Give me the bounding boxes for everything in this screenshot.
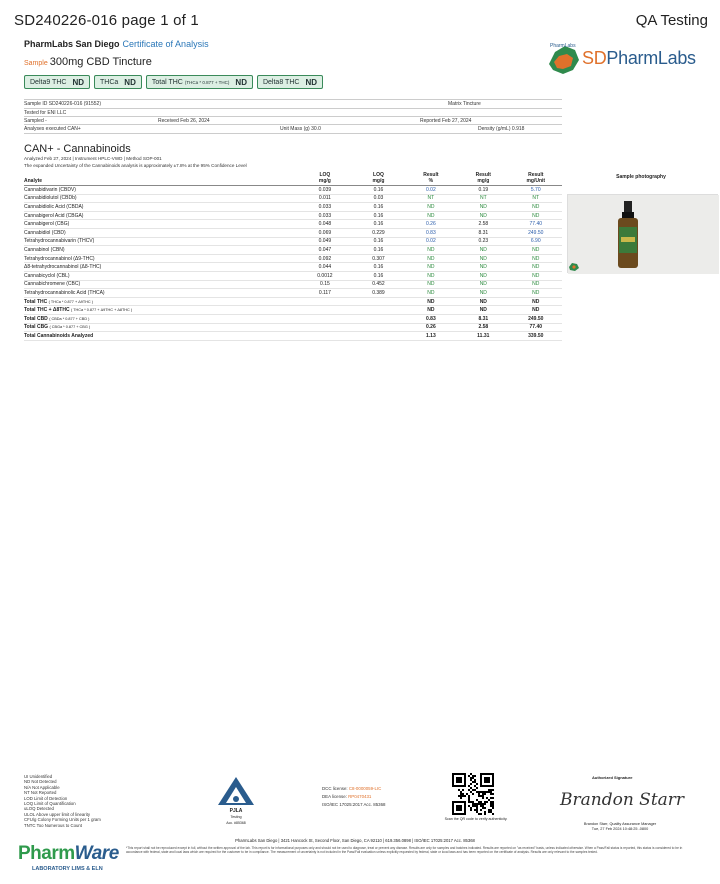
qr-caption: Scan the QR code to verify authenticity. [444,817,508,821]
result-cell: 0.19 [457,186,509,195]
result-cell: 77.40 [510,220,562,229]
signatory: Brandon Starr, Quality Assurance Manager Tue, 27 Feb 2024 10:48:25 -0800 [583,822,657,831]
uncertainty-note: The expanded Uncertainty of the Cannabinoids analysis is approximately ±7.8% at the 95% Confidence Level [24,163,247,168]
total-value: ND [457,297,509,306]
analyte-name: Cannabidiolic Acid (CBDA) [24,203,298,212]
analyte-name: Cannabicyclol (CBL) [24,271,298,280]
total-value: 8.31 [457,314,509,323]
total-value: 0.26 [405,323,457,332]
legend-item: TNTC Too Numerous to Count [24,822,82,828]
sample-name: Sample 300mg CBD Tincture [24,56,152,68]
total-name: Total THC + Δ8THC ( THCa * 0.877 + Δ9THC + Δ8THC ) [24,306,298,315]
legend-item: ND Not Detected [24,779,57,785]
empty-cell [352,323,404,332]
column-header: Result mg/Unit [510,172,562,186]
result-cell: ND [405,271,457,280]
license-block: DCC license: C8-0000059-LIC DEA license: RP0470431 ISO/IEC 17025:2017 Acc. 85368 [322,786,386,807]
logo-wordmark: SDPharmLabs [582,48,696,68]
tincture-bottle-icon [568,195,719,274]
pharmware-subtitle: LABORATORY LIMS & ELN [32,866,103,872]
table-header-row [24,172,562,186]
total-row [24,332,562,341]
empty-cell [298,332,353,341]
pjla-sub: Testing [230,815,242,819]
column-header: Result mg/g [457,172,509,186]
table-row [24,194,562,203]
total-value: ND [510,297,562,306]
result-cell: ND [457,203,509,212]
result-cell: ND [457,289,509,298]
column-header: LOQ mg/g [352,172,404,186]
result-cell: NT [405,194,457,203]
analyte-name: Cannabinol (CBN) [24,246,298,255]
result-cell: 0.044 [298,263,353,272]
report-id: SD240226-016 page 1 of 1 [14,12,199,29]
doc-type: Certificate of Analysis [122,39,209,49]
analyte-name: Cannabidivarin (CBDV) [24,186,298,195]
sampled: Sampled - [24,118,47,124]
table-row [24,289,562,298]
result-cell: 0.16 [352,246,404,255]
cannabinoid-table [24,172,562,341]
reported: Reported Feb 27, 2024 [420,118,472,124]
total-value: 249.50 [510,314,562,323]
total-row [24,306,562,315]
result-cell: 0.033 [298,203,353,212]
iso-accreditation: ISO/IEC 17025:2017 Acc. 85368 [322,802,386,807]
result-cell: 8.31 [457,228,509,237]
table-row [24,271,562,280]
sample-tag: Sample [24,60,48,67]
total-value: ND [405,306,457,315]
legend-item: N/A Not Applicable [24,784,60,790]
badge-delta9: Delta9 THC ND [24,75,90,89]
section-title: CAN+ - Cannabinoids [24,143,131,155]
photo-header: Sample photography [616,174,666,180]
summary-badges [24,75,323,89]
result-cell: ND [510,203,562,212]
signature-image: Brandon Starr [560,790,685,810]
result-cell: ND [457,263,509,272]
result-cell: ND [405,254,457,263]
result-cell: 0.069 [298,228,353,237]
total-name: Total CBD ( CBDa * 0.877 + CBD ) [24,314,298,323]
result-cell: 0.117 [298,289,353,298]
result-cell: 0.02 [405,186,457,195]
result-cell: ND [510,246,562,255]
tested-for: Tested for ENI LLC [24,110,67,116]
result-cell: ND [405,289,457,298]
result-cell: ND [510,280,562,289]
unit-mass: Unit Mass (g) 30.0 [280,126,321,132]
legend-item: NT Not Reported [24,790,57,796]
result-cell: 0.83 [405,228,457,237]
total-value: 77.40 [510,323,562,332]
result-cell: ND [405,203,457,212]
dea-license: RP0470431 [348,794,372,799]
analyte-name: Cannabidiolutol (CBDb) [24,194,298,203]
matrix: Matrix Tincture [448,101,481,107]
total-value: 1.13 [405,332,457,341]
result-cell: 0.16 [352,220,404,229]
table-row [24,220,562,229]
result-cell: ND [510,263,562,272]
abbreviation-legend [24,774,101,828]
result-cell: ND [457,211,509,220]
table-row [24,228,562,237]
result-cell: 249.50 [510,228,562,237]
legend-item: uLOQ Detected [24,806,54,812]
total-name: Total CBG ( CBGa * 0.877 + CBG ) [24,323,298,332]
result-cell: ND [405,280,457,289]
sample-photo [567,194,718,273]
result-cell: 0.16 [352,203,404,212]
result-cell: 0.049 [298,237,353,246]
legend-item: UI Unidentified [24,774,53,779]
total-value: 0.83 [405,314,457,323]
result-cell: ND [510,254,562,263]
result-cell: 0.039 [298,186,353,195]
result-cell: ND [457,271,509,280]
result-cell: 0.0012 [298,271,353,280]
result-cell: 0.092 [298,254,353,263]
result-cell: ND [457,254,509,263]
result-cell: 0.011 [298,194,353,203]
result-cell: 0.047 [298,246,353,255]
pharmware-logo: PharmWare [18,843,119,864]
column-header: Result % [405,172,457,186]
analyte-name: Tetrahydrocannabinolic Acid (THCA) [24,289,298,298]
total-name: Total Cannabinoids Analyzed [24,332,298,341]
empty-cell [298,323,353,332]
pjla-name: PJLA [229,808,243,814]
result-cell: 0.16 [352,271,404,280]
column-header: Analyte [24,172,298,186]
result-cell: 0.452 [352,280,404,289]
total-value: ND [457,306,509,315]
result-cell: 0.16 [352,211,404,220]
pjla-accreditation-icon [214,775,258,827]
empty-cell [352,306,404,315]
result-cell: NT [510,194,562,203]
result-cell: ND [510,289,562,298]
analyte-name: Tetrahydrocannabivarin (THCV) [24,237,298,246]
total-name: Total THC ( THCa * 0.877 + Δ9THC ) [24,297,298,306]
result-cell: NT [457,194,509,203]
received: Received Feb 26, 2024 [158,118,210,124]
result-cell: ND [405,246,457,255]
disclaimer: *This report shall not be reproduced except in full, without the written approval of the lab. This report is for informational purposes only and should not be used to diagnose, treat or prevent any disease. Results are only for samples and batches indicated. Results are reported on "as received" basis, unless indicated otherwise. When a Pass/Fail status is reported, this status is considered to be in accordance with federal, state and local laws which are required for the customer to be in compliance. The measurement of uncertainty is not included in the Pass/Fail evaluation unless explicitly requested by federal, state or local laws and has been reported on the certificate of analysis. Results are only relevant to the samples tested. [126,846,683,855]
qr-code-icon[interactable] [452,773,494,815]
result-cell: ND [405,263,457,272]
table-row [24,211,562,220]
result-cell: 0.03 [352,194,404,203]
total-row [24,323,562,332]
total-value: 2.58 [457,323,509,332]
empty-cell [298,297,353,306]
total-row [24,297,562,306]
empty-cell [352,297,404,306]
result-cell: 0.26 [405,220,457,229]
badge-total-thc: Total THC (THCa * 0.877 + THC) ND [146,75,253,89]
signature-header: Authorized Signature [592,775,633,780]
result-cell: 0.229 [352,228,404,237]
empty-cell [298,306,353,315]
table-row [24,280,562,289]
empty-cell [352,332,404,341]
total-value: ND [405,297,457,306]
result-cell: 0.389 [352,289,404,298]
lab-address: PharmLabs San Diego | 3421 Hancock St, Second Floor, San Diego, CA 92110 | 619.356.0898 | ISO/IEC 17025:2017 Acc. 85368 [235,838,475,843]
result-cell: 0.15 [298,280,353,289]
table-row [24,263,562,272]
legend-item: CFU/g Colony Forming Units per 1 gram [24,817,101,823]
analyte-name: Δ8-tetrahydrocannabinol (Δ8-THC) [24,263,298,272]
result-cell: 6.90 [510,237,562,246]
result-cell: 0.16 [352,237,404,246]
result-cell: ND [510,271,562,280]
result-cell: 0.23 [457,237,509,246]
result-cell: ND [457,246,509,255]
total-value: ND [510,306,562,315]
lab-name: PharmLabs San Diego Certificate of Analysis [24,39,209,49]
legend-item: ULOL Above upper limit of linearity [24,811,90,817]
legend-item: LOD Limit of Detection [24,795,68,801]
pjla-acc: Acc. #85368 [226,821,246,825]
dcc-license: C8-0000059-LIC [348,786,382,791]
table-row [24,203,562,212]
analyte-name: Cannabichromene (CBC) [24,280,298,289]
analyses-executed: Analyses executed CAN+ [24,126,81,132]
result-cell: 0.16 [352,186,404,195]
analyte-name: Cannabidiol (CBD) [24,228,298,237]
table-row [24,246,562,255]
state-badge-icon [568,262,580,272]
result-cell: 5.70 [510,186,562,195]
result-cell: 2.58 [457,220,509,229]
result-cell: 0.307 [352,254,404,263]
total-value: 11.31 [457,332,509,341]
result-cell: 0.02 [405,237,457,246]
qa-testing-label: QA Testing [635,12,708,29]
density: Density (g/mL) 0.918 [478,126,525,132]
badge-delta8: Delta8 THC ND [257,75,323,89]
logo-arc-text: PharmLabs [550,43,576,49]
analysis-details: Analyzed Feb 27, 2024 | Instrument HPLC-VWD | Method SOP-001 [24,156,162,161]
sample-id: Sample ID SD240226-016 (91552) [24,101,101,107]
result-cell: 0.048 [298,220,353,229]
analyte-name: Tetrahydrocannabinol (Δ9-THC) [24,254,298,263]
result-cell: ND [510,211,562,220]
analyte-name: Cannabigerol Acid (CBGA) [24,211,298,220]
result-cell: ND [457,280,509,289]
column-header: LOQ mg/g [298,172,353,186]
table-row [24,186,562,195]
total-value: 339.50 [510,332,562,341]
result-cell: 0.033 [298,211,353,220]
result-cell: 0.16 [352,263,404,272]
result-cell: ND [405,211,457,220]
empty-cell [298,314,353,323]
legend-item: LOQ Limit of Quantification [24,801,76,807]
badge-thca: THCa ND [94,75,142,89]
empty-cell [352,314,404,323]
table-row [24,254,562,263]
total-row [24,314,562,323]
table-row [24,237,562,246]
analyte-name: Cannabigerol (CBG) [24,220,298,229]
